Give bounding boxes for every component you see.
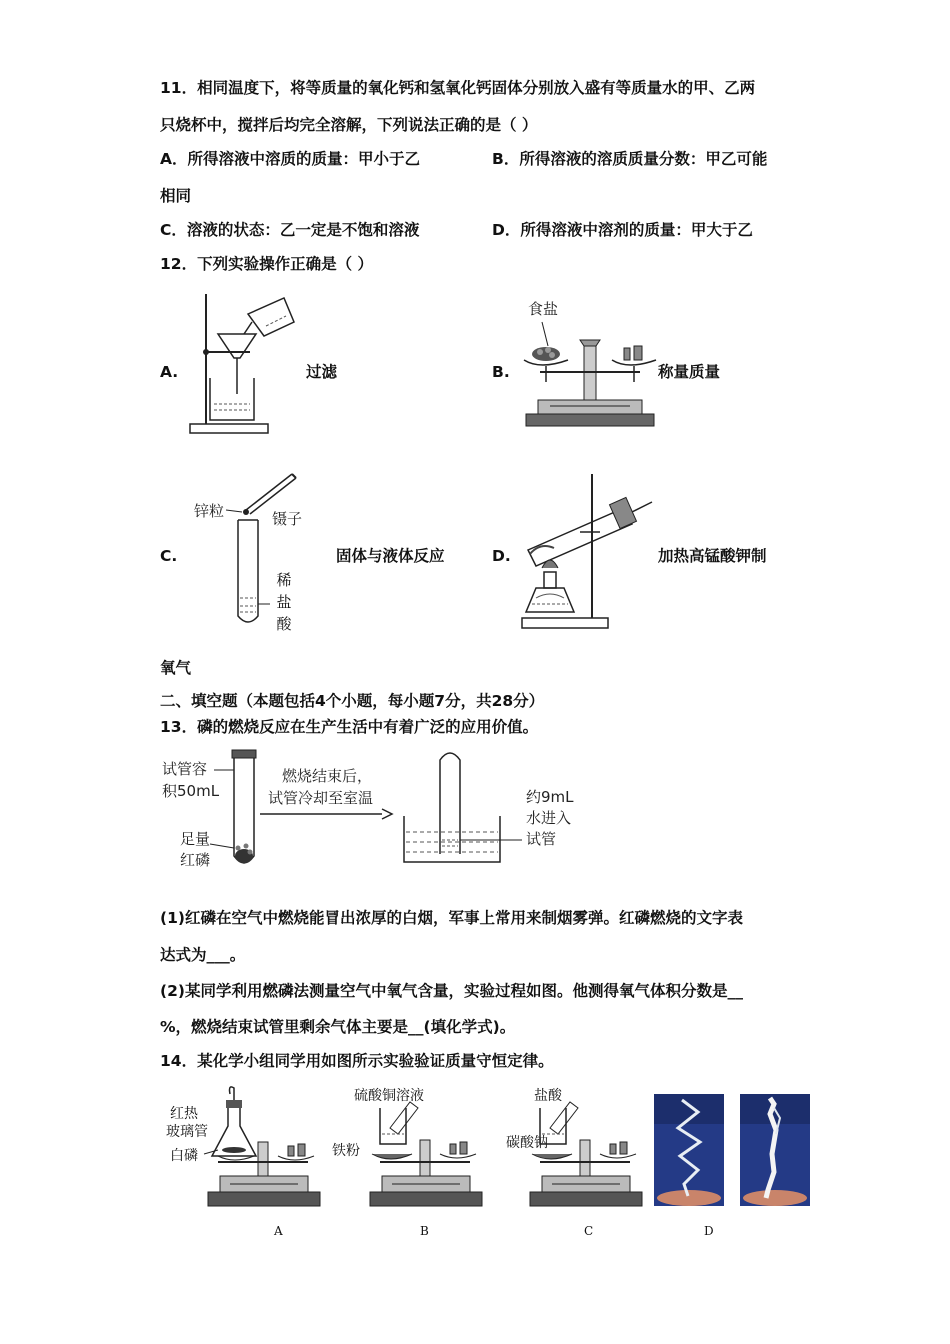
filtration-apparatus-figure [188, 286, 308, 438]
q11-option-d: D．所得溶液中溶剂的质量：甲大于乙 [492, 221, 753, 239]
q12-stem: 12．下列实验操作正确是（ ） [160, 255, 373, 273]
q12-c-label: 固体与液体反应 [336, 547, 445, 565]
water-enter-label-2: 水进入 [526, 809, 572, 827]
fig14a-flask-balance [204, 1086, 324, 1210]
tube-volume-label-1: 试管容 [162, 760, 208, 778]
zinc-granule-label: 锌粒 [194, 502, 225, 520]
q12-d-letter: D. [492, 547, 511, 565]
fig14b-beaker-balance [366, 1100, 486, 1210]
tube-volume-label-2: 积50mL [162, 782, 220, 800]
dilute-acid-char-3: 酸 [276, 615, 292, 633]
fig14-caption-a: A [274, 1224, 283, 1238]
q12-b-letter: B. [492, 363, 510, 381]
dilute-acid-char-2: 盐 [276, 593, 292, 611]
section2-heading: 二、填空题（本题包括4个小题，每小题7分，共28分） [160, 692, 545, 710]
phosphorus-combustion-figure [210, 748, 530, 872]
arrow-text-2: 试管冷却至室温 [268, 789, 374, 807]
fig14d-magnesium-photo-before [654, 1094, 724, 1206]
q13-part1-line1: (1)红磷在空气中燃烧能冒出浓厚的白烟，军事上常用来制烟雾弹。红磷燃烧的文字表 [160, 909, 743, 927]
arrow-text-1: 燃烧结束后， [282, 767, 373, 785]
q11-stem-line1: 11．相同温度下，将等质量的氧化钙和氢氧化钙固体分别放入盛有等质量水的甲、乙两 [160, 79, 756, 97]
q13-part2-line1: (2)某同学利用燃磷法测量空气中氧气含量，实验过程如图。他测得氧气体积分数是__ [160, 982, 743, 1000]
q12-b-label: 称量质量 [658, 363, 721, 381]
q14-stem: 14．某化学小组同学用如图所示实验验证质量守恒定律。 [160, 1052, 554, 1070]
water-enter-label-3: 试管 [526, 830, 557, 848]
q13-part1-line2: 达式为___。 [160, 946, 246, 964]
fig14b-label-iron-powder: 铁粉 [332, 1143, 360, 1159]
fig14c-label-sodium-carbonate: 碳酸钠 [506, 1135, 548, 1151]
test-tube-tweezers-figure [226, 470, 306, 630]
q12-c-letter: C. [160, 547, 178, 565]
tweezers-label: 镊子 [272, 510, 303, 528]
fig14a-label-glass-tube: 玻璃管 [166, 1124, 208, 1140]
red-phosphorus-label-2: 红磷 [180, 851, 211, 869]
q13-stem: 13．磷的燃烧反应在生产生活中有着广泛的应用价值。 [160, 718, 539, 736]
heating-apparatus-figure [520, 472, 660, 632]
water-enter-label-1: 约9mL [526, 788, 574, 806]
q12-d-label-cont: 氧气 [160, 659, 192, 677]
fig14c-label-hydrochloric-acid: 盐酸 [534, 1088, 562, 1104]
balance-scale-salt-figure [520, 322, 660, 430]
fig14-caption-d: D [704, 1224, 714, 1238]
q11-option-b-cont: 相同 [160, 187, 192, 205]
salt-label: 食盐 [528, 300, 559, 318]
fig14d-magnesium-photo-after [740, 1094, 810, 1206]
fig14a-label-red-hot: 红热 [170, 1106, 198, 1122]
fig14c-beaker-balance [526, 1100, 646, 1210]
q13-part2-line2: %，燃烧结束试管里剩余气体主要是__(填化学式)。 [160, 1018, 516, 1036]
q12-a-letter: A. [160, 363, 179, 381]
q12-d-label: 加热高锰酸钾制 [658, 547, 767, 565]
fig14b-label-copper-sulfate: 硫酸铜溶液 [354, 1088, 424, 1104]
q11-option-a: A．所得溶液中溶质的质量：甲小于乙 [160, 150, 420, 168]
q11-option-b: B．所得溶液的溶质质量分数：甲乙可能 [492, 150, 768, 168]
q11-stem-line2: 只烧杯中，搅拌后均完全溶解，下列说法正确的是（ ） [160, 116, 538, 134]
q12-a-label: 过滤 [306, 363, 338, 381]
fig14a-label-white-phosphorus: 白磷 [170, 1148, 198, 1164]
red-phosphorus-label-1: 足量 [180, 830, 211, 848]
dilute-acid-char-1: 稀 [276, 571, 292, 589]
q11-option-c: C．溶液的状态：乙一定是不饱和溶液 [160, 221, 420, 239]
fig14-caption-c: C [584, 1224, 594, 1238]
fig14-caption-b: B [420, 1224, 429, 1238]
